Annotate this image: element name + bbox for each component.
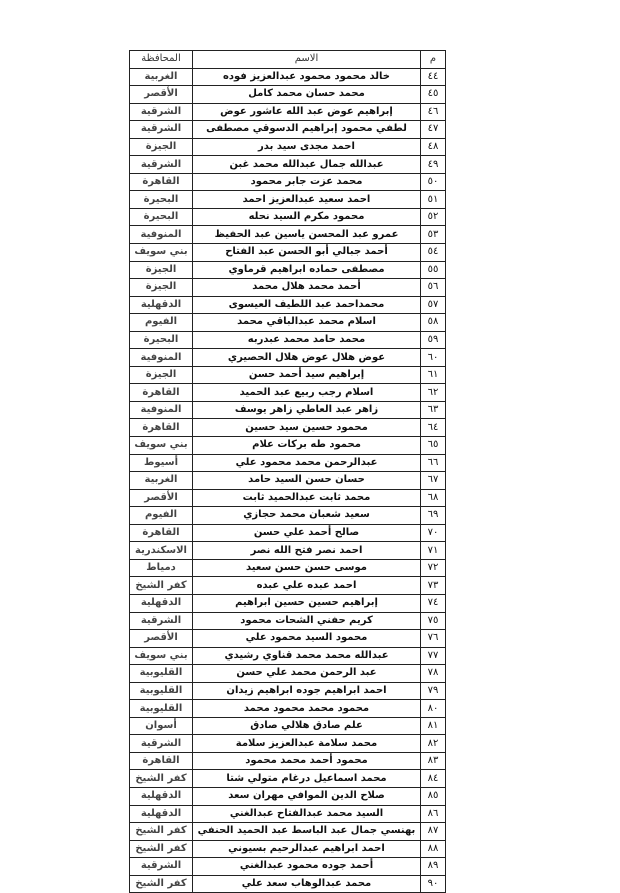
row-name: كريم حفني الشحات محمود bbox=[193, 612, 421, 630]
row-number: ٨٦ bbox=[421, 805, 446, 823]
row-name: احمد مجدى سيد بدر bbox=[193, 138, 421, 156]
row-name: السيد محمد عبدالفتاح عبدالغني bbox=[193, 805, 421, 823]
row-number: ٧٥ bbox=[421, 612, 446, 630]
table-row bbox=[130, 121, 446, 139]
table-row bbox=[130, 279, 446, 297]
table-row bbox=[130, 454, 446, 472]
row-governorate: الشرقية bbox=[130, 858, 193, 876]
row-number: ٥٤ bbox=[421, 244, 446, 262]
table-row bbox=[130, 770, 446, 788]
table-row bbox=[130, 103, 446, 121]
row-number: ٧٩ bbox=[421, 682, 446, 700]
row-name: إبراهيم عوض عبد الله عاشور عوض bbox=[193, 103, 421, 121]
table-row bbox=[130, 805, 446, 823]
table-row bbox=[130, 559, 446, 577]
row-name: محمد حسان محمد كامل bbox=[193, 86, 421, 104]
row-number: ٥٥ bbox=[421, 261, 446, 279]
row-name: صالح أحمد علي حسن bbox=[193, 524, 421, 542]
row-name: احمد ابراهيم جوده ابراهيم زيدان bbox=[193, 682, 421, 700]
table-row bbox=[130, 138, 446, 156]
row-number: ٥٨ bbox=[421, 314, 446, 332]
table-row bbox=[130, 787, 446, 805]
table-row bbox=[130, 542, 446, 560]
table-row bbox=[130, 823, 446, 841]
row-governorate: القليوبية bbox=[130, 682, 193, 700]
row-number: ٦٢ bbox=[421, 384, 446, 402]
row-number: ٥٠ bbox=[421, 173, 446, 191]
row-name: لطفي محمود إبراهيم الدسوقي مصطفى bbox=[193, 121, 421, 139]
row-name: محمود طه بركات علام bbox=[193, 437, 421, 455]
row-number: ٨٥ bbox=[421, 787, 446, 805]
row-name: محمد ثابت عبدالحميد ثابت bbox=[193, 489, 421, 507]
row-name: عبدالله جمال عبدالله محمد غبن bbox=[193, 156, 421, 174]
row-governorate: القاهرة bbox=[130, 752, 193, 770]
row-number: ٨٧ bbox=[421, 823, 446, 841]
row-governorate: الجيزة bbox=[130, 279, 193, 297]
row-name: خالد محمود محمود عبدالعزيز فوده bbox=[193, 68, 421, 86]
row-number: ٦٤ bbox=[421, 419, 446, 437]
row-governorate: البحيرة bbox=[130, 331, 193, 349]
row-number: ٥٧ bbox=[421, 296, 446, 314]
row-name: أحمد جوده محمود عبدالغني bbox=[193, 858, 421, 876]
row-name: محمد اسماعيل درغام متولي شتا bbox=[193, 770, 421, 788]
table-row bbox=[130, 875, 446, 893]
table-row bbox=[130, 858, 446, 876]
header-number: م bbox=[421, 51, 446, 69]
table-row bbox=[130, 630, 446, 648]
row-number: ٤٤ bbox=[421, 68, 446, 86]
row-name: موسى حسن حسن سعيد bbox=[193, 559, 421, 577]
row-name: حسان حسن السيد حامد bbox=[193, 472, 421, 490]
row-number: ٧٤ bbox=[421, 594, 446, 612]
row-governorate: بني سويف bbox=[130, 244, 193, 262]
row-name: مصطفى حماده ابراهيم قرماوي bbox=[193, 261, 421, 279]
row-governorate: بني سويف bbox=[130, 437, 193, 455]
table-row bbox=[130, 244, 446, 262]
table-row bbox=[130, 226, 446, 244]
row-number: ٧١ bbox=[421, 542, 446, 560]
row-number: ٨٨ bbox=[421, 840, 446, 858]
row-governorate: الدقهلية bbox=[130, 805, 193, 823]
row-number: ٧٠ bbox=[421, 524, 446, 542]
row-name: محمود حسين سيد حسين bbox=[193, 419, 421, 437]
row-governorate: المنوفية bbox=[130, 349, 193, 367]
table-row bbox=[130, 524, 446, 542]
row-governorate: القاهرة bbox=[130, 173, 193, 191]
row-governorate: كفر الشيخ bbox=[130, 577, 193, 595]
row-number: ٨١ bbox=[421, 717, 446, 735]
row-number: ٧٢ bbox=[421, 559, 446, 577]
table-row bbox=[130, 489, 446, 507]
row-governorate: المنوفية bbox=[130, 401, 193, 419]
row-governorate: القليوبية bbox=[130, 665, 193, 683]
table-row bbox=[130, 191, 446, 209]
row-number: ٧٣ bbox=[421, 577, 446, 595]
row-number: ٤٨ bbox=[421, 138, 446, 156]
table-row bbox=[130, 647, 446, 665]
row-name: محمد سلامة عبدالعزيز سلامة bbox=[193, 735, 421, 753]
table-row bbox=[130, 261, 446, 279]
row-number: ٨٤ bbox=[421, 770, 446, 788]
row-name: اسلام محمد عبدالباقي محمد bbox=[193, 314, 421, 332]
table-header-row bbox=[130, 51, 446, 69]
row-number: ٧٨ bbox=[421, 665, 446, 683]
row-governorate: القاهرة bbox=[130, 384, 193, 402]
row-governorate: الدقهلية bbox=[130, 296, 193, 314]
table-row bbox=[130, 296, 446, 314]
row-name: إبراهيم سيد أحمد حسن bbox=[193, 366, 421, 384]
row-governorate: الجيزة bbox=[130, 366, 193, 384]
row-name: محمود محمد محمود محمد bbox=[193, 700, 421, 718]
row-number: ٥١ bbox=[421, 191, 446, 209]
row-governorate: الدقهلية bbox=[130, 594, 193, 612]
table-row bbox=[130, 401, 446, 419]
row-governorate: الشرقية bbox=[130, 735, 193, 753]
row-name: احمد سعيد عبدالعزيز احمد bbox=[193, 191, 421, 209]
row-name: عبد الرحمن محمد علي حسن bbox=[193, 665, 421, 683]
row-name: اسلام رجب ربيع عبد الحميد bbox=[193, 384, 421, 402]
row-governorate: كفر الشيخ bbox=[130, 770, 193, 788]
row-governorate: القاهرة bbox=[130, 524, 193, 542]
row-number: ٥٦ bbox=[421, 279, 446, 297]
row-number: ٤٦ bbox=[421, 103, 446, 121]
table-row bbox=[130, 507, 446, 525]
row-governorate: الدقهلية bbox=[130, 787, 193, 805]
table-row bbox=[130, 472, 446, 490]
row-governorate: الأقصر bbox=[130, 489, 193, 507]
row-number: ٦٥ bbox=[421, 437, 446, 455]
row-name: عمرو عبد المحسن ياسين عبد الحفيظ bbox=[193, 226, 421, 244]
row-number: ٥٣ bbox=[421, 226, 446, 244]
row-name: بهنسي جمال عبد الباسط عبد الحميد الحنفي bbox=[193, 823, 421, 841]
row-name: عبدالله محمد محمد قناوي رشيدي bbox=[193, 647, 421, 665]
row-governorate: البحيرة bbox=[130, 208, 193, 226]
row-number: ٨٢ bbox=[421, 735, 446, 753]
row-governorate: أسيوط bbox=[130, 454, 193, 472]
row-number: ٥٩ bbox=[421, 331, 446, 349]
row-governorate: الشرقية bbox=[130, 121, 193, 139]
header-governorate: المحافظة bbox=[130, 51, 193, 69]
table-row bbox=[130, 665, 446, 683]
row-governorate: بني سويف bbox=[130, 647, 193, 665]
table-body bbox=[130, 68, 446, 893]
row-number: ٦٨ bbox=[421, 489, 446, 507]
row-number: ٦٣ bbox=[421, 401, 446, 419]
table-row bbox=[130, 331, 446, 349]
row-name: محمد عزت جابر محمود bbox=[193, 173, 421, 191]
table-row bbox=[130, 717, 446, 735]
row-number: ٤٧ bbox=[421, 121, 446, 139]
row-governorate: الشرقية bbox=[130, 156, 193, 174]
table-row bbox=[130, 156, 446, 174]
row-governorate: الشرقية bbox=[130, 103, 193, 121]
row-name: محمد عبدالوهاب سعد علي bbox=[193, 875, 421, 893]
row-name: محمداحمد عبد اللطيف العيسوى bbox=[193, 296, 421, 314]
row-governorate: الأقصر bbox=[130, 630, 193, 648]
row-governorate: القليوبية bbox=[130, 700, 193, 718]
row-number: ٧٧ bbox=[421, 647, 446, 665]
table-row bbox=[130, 349, 446, 367]
row-name: سعيد شعبان محمد حجازي bbox=[193, 507, 421, 525]
table-row bbox=[130, 594, 446, 612]
row-number: ٦١ bbox=[421, 366, 446, 384]
row-governorate: الفيوم bbox=[130, 314, 193, 332]
row-governorate: أسوان bbox=[130, 717, 193, 735]
table-row bbox=[130, 366, 446, 384]
table-row bbox=[130, 208, 446, 226]
row-number: ٦٩ bbox=[421, 507, 446, 525]
row-name: زاهر عبد العاطي زاهر يوسف bbox=[193, 401, 421, 419]
row-number: ٦٠ bbox=[421, 349, 446, 367]
table-row bbox=[130, 735, 446, 753]
row-governorate: الاسكندرية bbox=[130, 542, 193, 560]
table-row bbox=[130, 577, 446, 595]
table-row bbox=[130, 68, 446, 86]
row-governorate: القاهرة bbox=[130, 419, 193, 437]
row-number: ٧٦ bbox=[421, 630, 446, 648]
row-name: أحمد جبالي أبو الحسن عبد الفتاح bbox=[193, 244, 421, 262]
row-governorate: الجيزة bbox=[130, 138, 193, 156]
table-row bbox=[130, 384, 446, 402]
table-row bbox=[130, 682, 446, 700]
row-governorate: البحيرة bbox=[130, 191, 193, 209]
row-number: ٦٧ bbox=[421, 472, 446, 490]
header-name: الاسم bbox=[193, 51, 421, 69]
row-name: احمد نصر فتح الله نصر bbox=[193, 542, 421, 560]
row-governorate: كفر الشيخ bbox=[130, 823, 193, 841]
row-name: أحمد محمد هلال محمد bbox=[193, 279, 421, 297]
row-number: ٨٩ bbox=[421, 858, 446, 876]
table-row bbox=[130, 752, 446, 770]
row-governorate: الغربية bbox=[130, 68, 193, 86]
row-governorate: دمياط bbox=[130, 559, 193, 577]
table-row bbox=[130, 700, 446, 718]
table-row bbox=[130, 612, 446, 630]
table-row bbox=[130, 173, 446, 191]
row-governorate: الفيوم bbox=[130, 507, 193, 525]
table-row bbox=[130, 86, 446, 104]
table-row bbox=[130, 419, 446, 437]
row-number: ٨٣ bbox=[421, 752, 446, 770]
row-name: احمد عبده علي عبده bbox=[193, 577, 421, 595]
row-name: علم صادق هلالي صادق bbox=[193, 717, 421, 735]
table-row bbox=[130, 437, 446, 455]
row-governorate: المنوفية bbox=[130, 226, 193, 244]
row-governorate: الأقصر bbox=[130, 86, 193, 104]
row-number: ٦٦ bbox=[421, 454, 446, 472]
names-table bbox=[129, 50, 446, 893]
row-governorate: الجيزة bbox=[130, 261, 193, 279]
row-governorate: الغربية bbox=[130, 472, 193, 490]
row-name: محمود أحمد محمد محمود bbox=[193, 752, 421, 770]
row-governorate: كفر الشيخ bbox=[130, 875, 193, 893]
table-row bbox=[130, 314, 446, 332]
row-governorate: الشرقية bbox=[130, 612, 193, 630]
row-governorate: كفر الشيخ bbox=[130, 840, 193, 858]
row-number: ٥٢ bbox=[421, 208, 446, 226]
row-name: محمود السيد محمود علي bbox=[193, 630, 421, 648]
row-name: صلاح الدين الموافي مهران سعد bbox=[193, 787, 421, 805]
row-name: محمد حامد محمد عبدربه bbox=[193, 331, 421, 349]
row-name: إبراهيم حسين حسين ابراهيم bbox=[193, 594, 421, 612]
row-name: محمود مكرم السيد نحله bbox=[193, 208, 421, 226]
row-name: عبدالرحمن محمد محمود علي bbox=[193, 454, 421, 472]
row-number: ٩٠ bbox=[421, 875, 446, 893]
row-name: عوض هلال عوض هلال الحصيري bbox=[193, 349, 421, 367]
row-number: ٤٥ bbox=[421, 86, 446, 104]
row-number: ٨٠ bbox=[421, 700, 446, 718]
row-name: احمد ابراهيم عبدالرحيم بسيوني bbox=[193, 840, 421, 858]
row-number: ٤٩ bbox=[421, 156, 446, 174]
table-row bbox=[130, 840, 446, 858]
